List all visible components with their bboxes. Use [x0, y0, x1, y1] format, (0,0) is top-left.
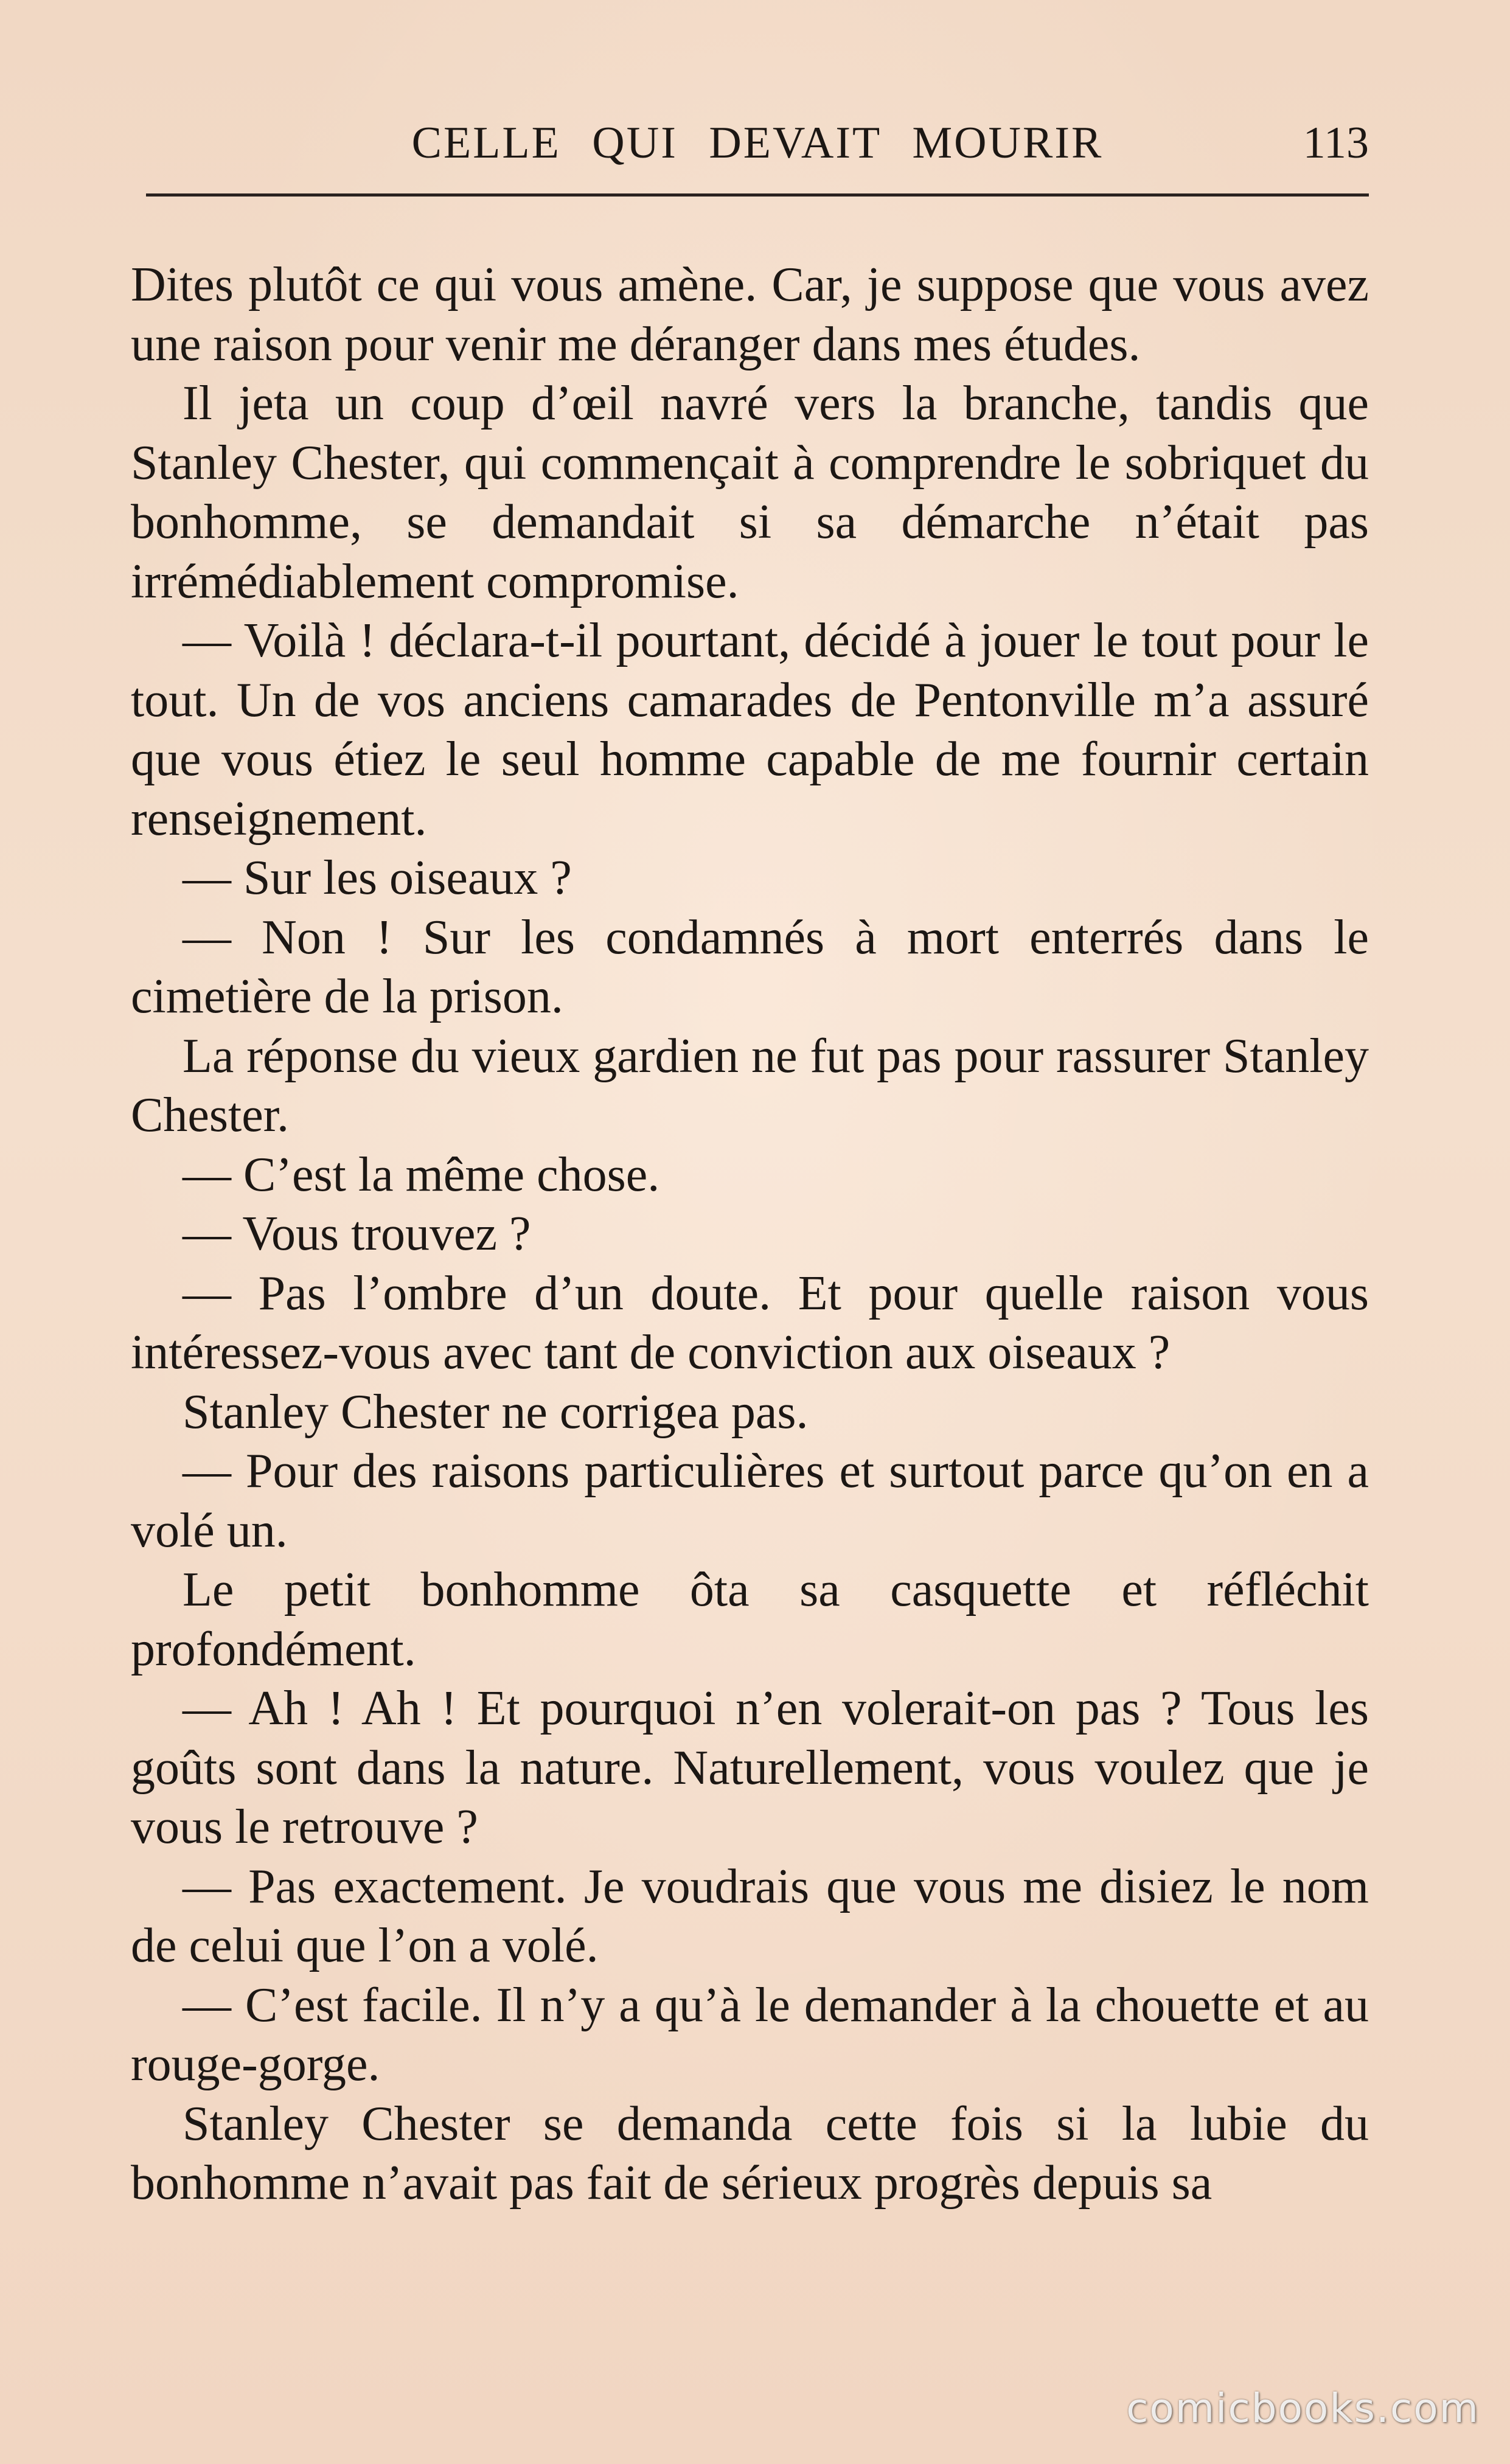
- paragraph: — Non ! Sur les condamnés à mort enterrés dans le cimetière de la prison.: [131, 910, 1369, 1023]
- paragraph: — C’est facile. Il n’y a qu’à le demander à la chouette et au rouge-gorge.: [131, 1978, 1369, 2091]
- watermark: comicbooks.com: [1126, 2385, 1480, 2432]
- paragraph: Dites plutôt ce qui vous amène. Car, je suppose que vous avez une raison pour venir me déranger dans mes études.: [131, 258, 1369, 371]
- paragraph: Le petit bonhomme ôta sa casquette et réfléchit profondément.: [131, 1563, 1369, 1676]
- paragraph: Il jeta un coup d’œil navré vers la branche, tandis que Stanley Chester, qui commençait à comprendre le sobriquet du bonhomme, se demandait si sa démarche n’était pas irrémédiablement compromise.: [131, 377, 1369, 608]
- paragraph: — Pour des raisons particulières et surtout parce qu’on en a volé un.: [131, 1444, 1369, 1557]
- body-text: [131, 256, 1369, 2213]
- paragraph: — Sur les oiseaux ?: [183, 851, 572, 905]
- paragraph: — Vous trouvez ?: [183, 1207, 531, 1261]
- header-rule: [146, 193, 1369, 197]
- paragraph: — Ah ! Ah ! Et pourquoi n’en volerait-on pas ? Tous les goûts sont dans la nature. Naturellement, vous voulez que je vous le retrouve ?: [131, 1682, 1369, 1854]
- page-number: 113: [1303, 118, 1369, 168]
- paragraph: La réponse du vieux gardien ne fut pas pour rassurer Stanley Chester.: [131, 1029, 1369, 1142]
- paragraph: — C’est la même chose.: [183, 1147, 660, 1202]
- paragraph: — Pas exactement. Je voudrais que vous me disiez le nom de celui que l’on a volé.: [131, 1859, 1369, 1972]
- paragraph: Stanley Chester se demanda cette fois si la lubie du bonhomme n’avait pas fait de sérieux progrès depuis sa: [131, 2097, 1369, 2210]
- paragraph: — Pas l’ombre d’un doute. Et pour quelle raison vous intéressez-vous avec tant de conviction aux oiseaux ?: [131, 1266, 1369, 1379]
- running-head: [146, 110, 1369, 176]
- paragraph: Stanley Chester ne corrigea pas.: [183, 1385, 809, 1439]
- paragraph: — Voilà ! déclara-t-il pourtant, décidé à jouer le tout pour le tout. Un de vos anciens camarades de Pentonville m’a assuré que vous étiez le seul homme capable de me fournir certain renseignement.: [131, 614, 1369, 846]
- running-title: CELLE QUI DEVAIT MOURIR: [411, 118, 1104, 168]
